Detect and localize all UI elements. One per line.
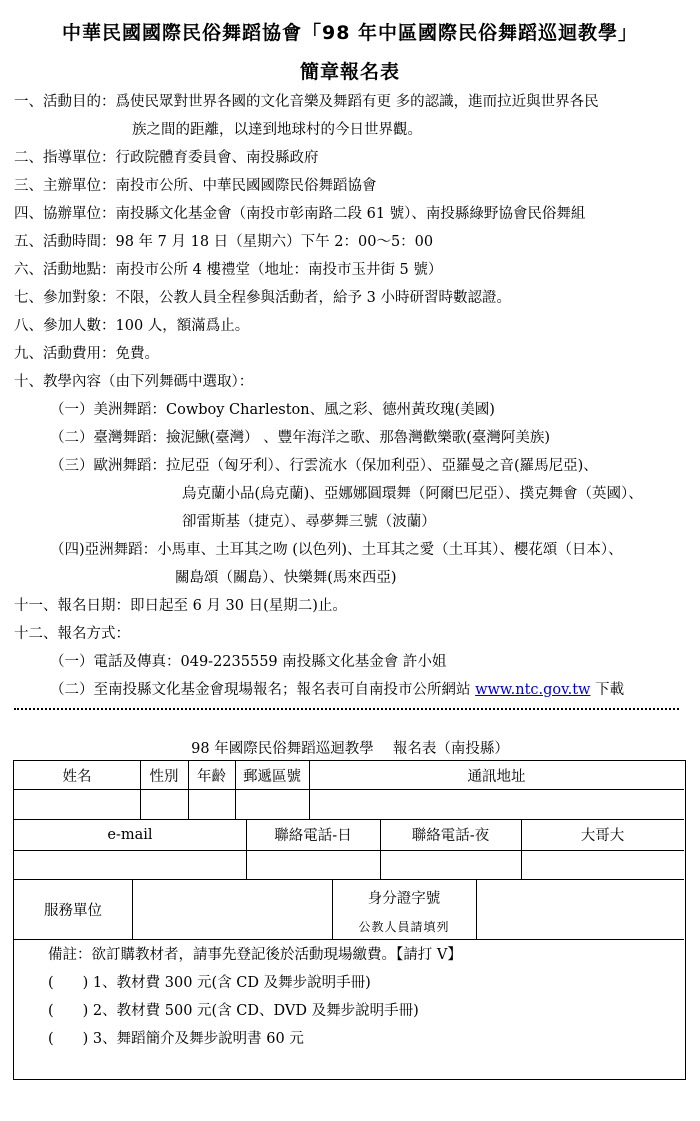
document-title: 中華民國國際民俗舞蹈協會「98 年中區國際民俗舞蹈巡迴教學」 — [61, 22, 639, 44]
item-participants: 七、參加對象：不限，公教人員全程參與活動者，給予 3 小時研習時數認證。 — [14, 290, 511, 306]
dance-europe-continued-2: 卻雷斯基（捷克）、尋夢舞三號（波蘭） — [182, 514, 436, 530]
gender-field[interactable] — [140, 789, 188, 819]
item-purpose: 一、活動目的：爲使民眾對世界各國的文化音樂及舞蹈有更 多的認識，進而拉近與世界各民 — [14, 94, 599, 110]
document-subtitle: 簡章報名表 — [299, 61, 400, 83]
civil-servant-note: 公教人員請填列 — [358, 920, 450, 934]
name-field[interactable] — [14, 789, 140, 819]
mobile-field[interactable] — [521, 850, 684, 879]
phone-night-field[interactable] — [380, 850, 521, 879]
form-divider — [14, 939, 684, 940]
cut-line-divider — [14, 708, 679, 710]
header-gender: 性別 — [149, 768, 179, 785]
header-mobile: 大哥大 — [580, 828, 625, 844]
header-id-number: 身分證字號 — [367, 891, 441, 907]
order-option-1[interactable]: ( ) 1、教材費 300 元(含 CD 及舞步說明手冊) — [48, 975, 371, 991]
dance-europe-continued: 烏克蘭小品(烏克蘭)、亞娜娜圓環舞（阿爾巴尼亞）、撲克舞會（英國）、 — [182, 486, 643, 502]
item-purpose-continued: 族之間的距離，以達到地球村的今日世界觀。 — [132, 122, 422, 138]
order-option-3[interactable]: ( ) 3、舞蹈簡介及舞步說明書 60 元 — [48, 1031, 304, 1047]
header-name: 姓名 — [62, 768, 92, 785]
registration-phone: （一）電話及傳真：049-2235559 南投縣文化基金會 許小姐 — [50, 654, 447, 670]
item-content: 十、教學內容（由下列舞碼中選取）： — [14, 374, 254, 390]
id-number-field[interactable] — [476, 879, 684, 939]
header-phone-day: 聯絡電話-日 — [274, 828, 352, 844]
header-phone-night: 聯絡電話-夜 — [411, 828, 490, 844]
header-zip: 郵遞區號 — [243, 768, 301, 785]
order-option-2[interactable]: ( ) 2、教材費 500 元(含 CD、DVD 及舞步說明手冊) — [48, 1003, 419, 1019]
dance-europe: （三）歐洲舞蹈：拉尼亞（匈牙利）、行雲流水（保加利亞）、亞羅曼之音(羅馬尼亞)、 — [50, 458, 598, 474]
item-capacity: 八、參加人數：100 人，額滿爲止。 — [14, 318, 250, 334]
email-field[interactable] — [14, 850, 246, 879]
header-employer: 服務單位 — [44, 902, 102, 919]
registration-onsite — [50, 680, 624, 700]
registration-date: 十一、報名日期：即日起至 6 月 30 日(星期二)止。 — [14, 598, 347, 614]
item-time: 五、活動時間：98 年 7 月 18 日（星期六）下午 2：00～5：00 — [14, 234, 434, 250]
item-organizer: 三、主辦單位：南投市公所、中華民國國際民俗舞蹈協會 — [14, 178, 377, 194]
header-age: 年齡 — [197, 768, 226, 785]
phone-day-field[interactable] — [246, 850, 380, 879]
download-text: 下載 — [590, 682, 625, 698]
dance-asia: （四)亞洲舞蹈：小馬車、土耳其之吻 (以色列)、土耳其之愛（土耳其）、櫻花頌（日本）、 — [50, 542, 623, 558]
age-field[interactable] — [188, 789, 235, 819]
item-guidance: 二、指導單位：行政院體育委員會、南投縣政府 — [14, 150, 319, 166]
form-caption: 98 年國際民俗舞蹈巡迴教學 報名表（南投縣） — [191, 741, 509, 757]
registration-method: 十二、報名方式： — [14, 626, 130, 642]
item-co-organizer: 四、協辦單位：南投縣文化基金會（南投市彰南路二段 61 號）、南投縣綠野協會民俗舞組 — [14, 206, 586, 222]
dance-taiwan: （二）臺灣舞蹈：撿泥鰍(臺灣） 、豐年海洋之歌、那魯灣歡樂歌(臺灣阿美族) — [50, 430, 551, 446]
item-venue: 六、活動地點：南投市公所 4 樓禮堂（地址：南投市玉井街 5 號） — [14, 262, 443, 278]
address-field[interactable] — [309, 789, 684, 819]
zip-field[interactable] — [235, 789, 309, 819]
dance-america: （一）美洲舞蹈：Cowboy Charleston、風之彩、德州黃玫瑰(美國) — [50, 402, 495, 418]
website-link[interactable]: www.ntc.gov.tw — [475, 682, 591, 698]
employer-field[interactable] — [132, 879, 332, 939]
registration-form — [13, 760, 686, 1080]
registration-onsite-text: （二）至南投縣文化基金會現場報名；報名表可自南投市公所網站 — [50, 682, 476, 698]
header-address: 通訊地址 — [467, 768, 526, 785]
order-note: 備註：欲訂購教材者，請事先登記後於活動現場繳費。【請打 V】 — [48, 947, 462, 963]
item-fee: 九、活動費用：免費。 — [14, 346, 159, 362]
dance-asia-continued: 關島頌（關島）、快樂舞(馬來西亞) — [175, 570, 397, 586]
header-email: e-mail — [107, 826, 153, 843]
id-number-label-cell — [332, 879, 476, 939]
